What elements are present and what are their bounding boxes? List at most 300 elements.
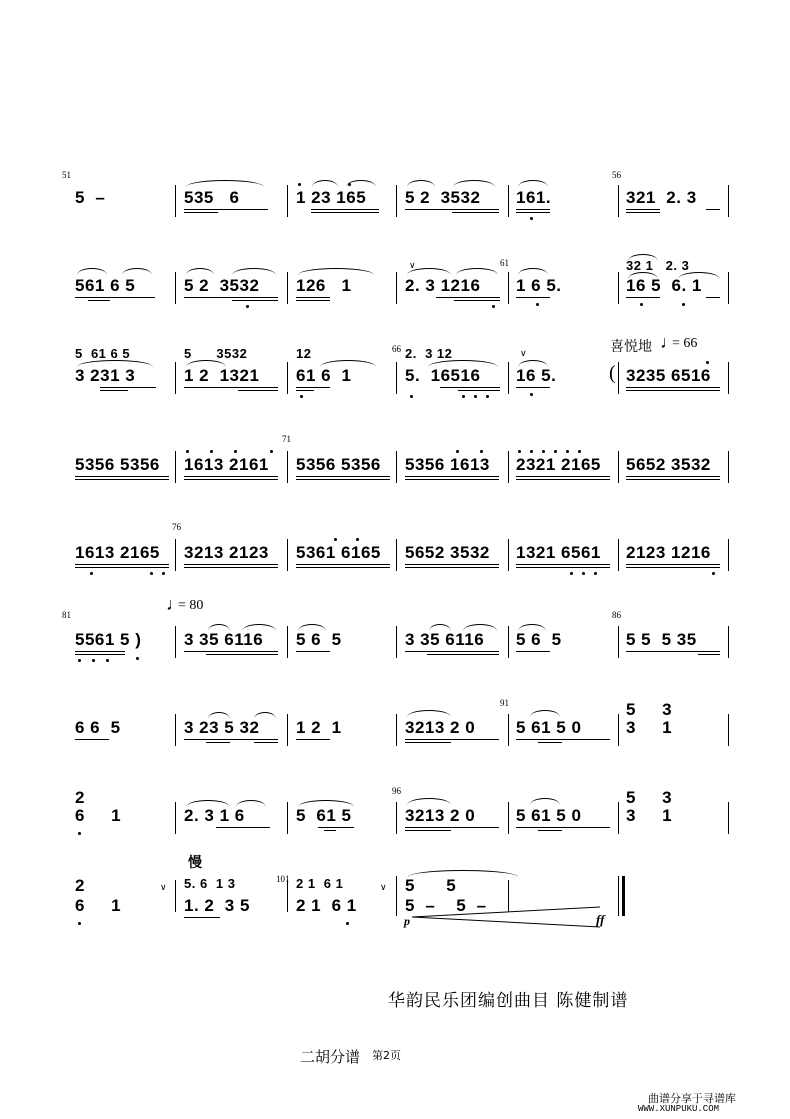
underline	[626, 567, 720, 568]
slur	[186, 268, 214, 275]
underline	[75, 476, 169, 477]
final-barline	[622, 876, 625, 916]
row3-upper-c: 12	[296, 346, 312, 361]
underline	[436, 297, 500, 298]
slur	[298, 624, 326, 631]
barline	[175, 451, 176, 483]
slur	[208, 624, 230, 631]
underline	[538, 742, 562, 743]
slur	[628, 272, 658, 279]
underline	[296, 739, 330, 740]
high-dot	[554, 450, 557, 453]
row5-measure5: 1321 6561	[516, 543, 601, 562]
barline	[618, 876, 619, 916]
underline	[458, 390, 500, 391]
underline	[626, 209, 660, 210]
low-dot	[136, 657, 139, 660]
row4-measure6: 5652 3532	[626, 455, 711, 474]
row8-upper-a: 2	[75, 788, 85, 807]
row8-measure6: 3 1	[626, 806, 673, 825]
row9-upper-a: 2	[75, 876, 85, 895]
high-dot	[234, 450, 237, 453]
underline	[216, 827, 270, 828]
row2-upper-voice: 32 1 2. 3	[626, 258, 690, 273]
underline	[626, 651, 720, 652]
dynamic-p: p	[404, 914, 410, 928]
underline	[206, 742, 230, 743]
underline	[626, 476, 720, 477]
underline	[75, 297, 155, 298]
row7-measure3: 1 2 1	[296, 718, 342, 737]
high-dot	[334, 538, 337, 541]
tempo-text-xiyuedi: 喜悦地	[610, 339, 652, 355]
underline	[405, 830, 451, 831]
row6-measure4: 3 35 6116	[405, 630, 485, 649]
barline	[287, 539, 288, 571]
low-dot	[78, 922, 81, 925]
underline	[626, 387, 720, 388]
measure-number-71: 71	[282, 434, 291, 444]
underline	[184, 917, 220, 918]
bow-mark: ∨	[160, 882, 167, 892]
slur	[518, 180, 548, 187]
barline	[728, 451, 729, 483]
barline	[508, 362, 509, 394]
slur	[518, 624, 546, 631]
slur	[254, 712, 276, 719]
measure-number-51: 51	[62, 170, 71, 180]
underline	[516, 651, 550, 652]
row5-measure6: 2123 1216	[626, 543, 711, 562]
barline	[618, 714, 619, 746]
high-dot	[518, 450, 521, 453]
underline	[184, 212, 218, 213]
underline	[538, 830, 562, 831]
barline	[287, 362, 288, 394]
footer-title: 二胡分谱	[300, 1048, 361, 1066]
low-dot	[462, 395, 465, 398]
barline	[287, 451, 288, 483]
underline	[427, 654, 499, 655]
slur	[407, 710, 451, 717]
low-dot	[246, 305, 249, 308]
barline	[618, 272, 619, 304]
slur	[186, 360, 226, 367]
barline	[508, 802, 509, 834]
barline	[175, 714, 176, 746]
underline	[100, 387, 156, 388]
barline	[396, 272, 397, 304]
slur	[236, 800, 266, 807]
row9-measure1: 6 1	[75, 896, 122, 915]
barline	[508, 539, 509, 571]
slur	[407, 268, 451, 275]
measure-number-96: 96	[392, 786, 401, 796]
slur	[312, 180, 338, 187]
barline	[396, 876, 397, 916]
row4-measure3: 5356 5356	[296, 455, 381, 474]
row7-upper-voice: 5 3	[626, 700, 673, 719]
underline	[296, 300, 330, 301]
high-dot	[348, 183, 351, 186]
low-dot	[78, 659, 81, 662]
row1-measure4: 5 2 3532	[405, 188, 481, 207]
row3-measure5: 16 5.	[516, 366, 557, 385]
underline	[296, 651, 330, 652]
row4-measure5: 2321 2165	[516, 455, 601, 474]
row8-upper-b: 5 3	[626, 788, 673, 807]
row3-measure3: 61 6 1	[296, 366, 352, 385]
barline	[508, 714, 509, 746]
underline	[706, 209, 720, 210]
barline	[287, 714, 288, 746]
barline	[287, 185, 288, 217]
row7-measure5: 5 61 5 0	[516, 718, 582, 737]
row9-measure3: 2 1 6 1	[296, 896, 357, 915]
measure-number-61: 61	[500, 258, 509, 268]
bow-mark: ∨	[380, 882, 387, 892]
high-dot	[298, 183, 301, 186]
high-dot	[270, 450, 273, 453]
barline	[618, 539, 619, 571]
barline	[508, 626, 509, 658]
underline	[75, 651, 125, 652]
row8-measure2: 2. 3 1 6	[184, 806, 245, 825]
underline	[516, 479, 610, 480]
high-dot	[480, 450, 483, 453]
row6-measure1: 5561 5 )	[75, 630, 142, 649]
high-dot	[456, 450, 459, 453]
footer-page: 第2页	[372, 1049, 401, 1062]
barline	[396, 451, 397, 483]
underline	[516, 297, 550, 298]
row8-measure3: 5 61 5	[296, 806, 352, 825]
underline	[88, 300, 110, 301]
row5-measure3: 5361 6165	[296, 543, 381, 562]
barline	[175, 626, 176, 658]
row1-measure2: 535 6	[184, 188, 240, 207]
underline	[516, 387, 550, 388]
underline	[626, 390, 720, 391]
barline	[618, 626, 619, 658]
barline	[508, 451, 509, 483]
underline	[405, 739, 499, 740]
underline	[184, 564, 278, 565]
row2-measure1: 561 6 5	[75, 276, 136, 295]
underline	[405, 567, 499, 568]
underline	[516, 476, 610, 477]
measure-number-81: 81	[62, 610, 71, 620]
underline	[706, 297, 720, 298]
underline	[206, 654, 278, 655]
row6-measure2: 3 35 6116	[184, 630, 264, 649]
low-dot	[582, 572, 585, 575]
row2-measure3: 126 1	[296, 276, 352, 295]
tempo-value-80: = 80	[178, 598, 204, 613]
slur	[453, 180, 495, 187]
slur	[77, 360, 153, 367]
underline	[238, 390, 278, 391]
underline	[405, 564, 499, 565]
row5-measure1: 1613 2165	[75, 543, 160, 562]
barline	[287, 626, 288, 658]
barline	[508, 272, 509, 304]
high-dot	[356, 538, 359, 541]
underline	[184, 479, 278, 480]
slur	[320, 360, 376, 367]
underline	[311, 212, 379, 213]
row5-measure2: 3213 2123	[184, 543, 269, 562]
row9-upper-b: 5. 6 1 3	[184, 876, 236, 891]
underline	[232, 300, 278, 301]
underline	[516, 567, 610, 568]
dynamic-ff: ff	[596, 912, 605, 927]
underline	[184, 209, 268, 210]
low-dot	[492, 305, 495, 308]
barline	[728, 539, 729, 571]
low-dot	[712, 572, 715, 575]
barline	[175, 362, 176, 394]
low-dot	[536, 303, 539, 306]
underline	[516, 739, 610, 740]
measure-number-56: 56	[612, 170, 621, 180]
slur	[407, 798, 451, 805]
low-dot	[570, 572, 573, 575]
barline	[396, 185, 397, 217]
barline	[728, 362, 729, 394]
row7-measure6: 3 1	[626, 718, 673, 737]
barline	[728, 185, 729, 217]
underline	[516, 827, 610, 828]
barline	[396, 362, 397, 394]
measure-number-76: 76	[172, 522, 181, 532]
watermark-url: WWW.XUNPUKU.COM	[638, 1104, 720, 1114]
row4-measure1: 5356 5356	[75, 455, 160, 474]
row7-measure1: 6 6 5	[75, 718, 121, 737]
slur	[463, 624, 497, 631]
row7-measure2: 3 23 5 32	[184, 718, 260, 737]
slur	[429, 624, 451, 631]
row9-upper-d: 5 5	[405, 876, 457, 895]
underline	[405, 827, 499, 828]
underline	[100, 390, 128, 391]
underline	[311, 209, 379, 210]
underline	[75, 567, 169, 568]
low-dot	[640, 303, 643, 306]
underline	[626, 564, 720, 565]
slur	[208, 712, 230, 719]
underline	[452, 212, 499, 213]
barline	[728, 802, 729, 834]
row2-measure6: 16 5 6. 1	[626, 276, 702, 295]
barline	[618, 362, 619, 394]
underline	[324, 830, 336, 831]
underline	[440, 387, 500, 388]
row9-upper-c: 2 1 6 1	[296, 876, 344, 891]
barline	[175, 880, 176, 912]
low-dot	[300, 395, 303, 398]
row1-measure3: 1 23 165	[296, 188, 367, 207]
row3-measure4: 5. 16516	[405, 366, 481, 385]
slur	[242, 624, 276, 631]
barline	[508, 185, 509, 217]
low-dot	[78, 832, 81, 835]
barline	[287, 272, 288, 304]
slur	[530, 798, 560, 805]
high-dot	[578, 450, 581, 453]
underline	[75, 654, 125, 655]
underline	[184, 387, 278, 388]
barline	[175, 272, 176, 304]
row7-measure4: 3213 2 0	[405, 718, 476, 737]
row3-measure6: 3235 6516	[626, 366, 711, 385]
underline	[626, 479, 720, 480]
underline	[698, 654, 720, 655]
quarter-note-icon: ♩	[660, 332, 678, 352]
barline	[287, 802, 288, 834]
underline	[405, 476, 499, 477]
tempo-value-66: = 66	[672, 336, 698, 351]
bow-mark: ∨	[409, 260, 416, 270]
barline	[396, 714, 397, 746]
measure-number-101: 101	[276, 874, 290, 884]
underline	[516, 209, 550, 210]
underline	[405, 651, 499, 652]
row9-measure4: 5 – 5 –	[405, 896, 487, 915]
low-dot	[594, 572, 597, 575]
low-dot	[410, 395, 413, 398]
barline	[175, 185, 176, 217]
high-dot	[706, 361, 709, 364]
credit-text: 华韵民乐团编创曲目 陈健制谱	[388, 991, 629, 1011]
high-dot	[186, 450, 189, 453]
slur	[456, 268, 498, 275]
low-dot	[150, 572, 153, 575]
barline	[175, 539, 176, 571]
barline	[396, 539, 397, 571]
low-dot	[162, 572, 165, 575]
underline	[296, 567, 390, 568]
slur	[678, 272, 720, 279]
barline	[618, 451, 619, 483]
row2-measure5: 1 6 5.	[516, 276, 562, 295]
low-dot	[682, 303, 685, 306]
high-dot	[566, 450, 569, 453]
low-dot	[106, 659, 109, 662]
row2-measure4: 2. 3 1216	[405, 276, 481, 295]
slur	[122, 268, 152, 275]
slur	[298, 800, 354, 807]
slur	[628, 254, 658, 261]
row6-measure6: 5 5 5 35	[626, 630, 697, 649]
slur	[298, 268, 374, 275]
underline	[626, 297, 660, 298]
row8-measure5: 5 61 5 0	[516, 806, 582, 825]
underline	[75, 739, 109, 740]
row9-measure2: 1. 2 3 5	[184, 896, 250, 915]
barline	[618, 185, 619, 217]
low-dot	[346, 922, 349, 925]
row3-measure2: 1 2 1321	[184, 366, 260, 385]
low-dot	[474, 395, 477, 398]
underline	[254, 742, 278, 743]
low-dot	[530, 217, 533, 220]
bow-mark: ∨	[520, 348, 527, 358]
row2-measure2: 5 2 3532	[184, 276, 260, 295]
underline	[296, 387, 330, 388]
open-paren: (	[609, 362, 616, 384]
row3-measure1: 3 231 3	[75, 366, 136, 385]
low-dot	[530, 393, 533, 396]
slur	[530, 710, 560, 717]
row1-measure6: 321 2. 3	[626, 188, 697, 207]
underline	[405, 479, 499, 480]
underline	[318, 827, 354, 828]
barline	[175, 802, 176, 834]
high-dot	[542, 450, 545, 453]
tie	[408, 870, 518, 877]
watermark-logo-text: 曲谱分享于寻谱库	[648, 1092, 736, 1105]
underline	[75, 564, 169, 565]
underline	[516, 212, 550, 213]
high-dot	[530, 450, 533, 453]
underline	[454, 300, 500, 301]
crescendo-hairpin	[412, 905, 605, 929]
row4-measure2: 1613 2161	[184, 455, 269, 474]
high-dot	[210, 450, 213, 453]
underline	[184, 476, 278, 477]
low-dot	[486, 395, 489, 398]
barline	[728, 626, 729, 658]
row3-upper-b: 5 3532	[184, 346, 248, 361]
underline	[75, 479, 169, 480]
barline	[396, 626, 397, 658]
row3-upper-a: 5 61 6 5	[75, 346, 131, 361]
barline	[618, 802, 619, 834]
row1-measure1: 5 –	[75, 188, 106, 207]
barline	[728, 272, 729, 304]
slur	[518, 360, 548, 367]
underline	[516, 564, 610, 565]
row5-measure4: 5652 3532	[405, 543, 490, 562]
underline	[296, 390, 314, 391]
low-dot	[92, 659, 95, 662]
underline	[184, 297, 278, 298]
underline	[296, 564, 390, 565]
measure-number-86: 86	[612, 610, 621, 620]
slur	[407, 180, 435, 187]
low-dot	[90, 572, 93, 575]
slur	[77, 268, 107, 275]
underline	[184, 567, 278, 568]
slur	[232, 268, 276, 275]
row3-upper-d: 2. 3 12	[405, 346, 453, 361]
row8-measure4: 3213 2 0	[405, 806, 476, 825]
underline	[405, 209, 499, 210]
barline	[287, 880, 288, 912]
slur	[518, 268, 548, 275]
row8-measure1: 6 1	[75, 806, 122, 825]
row6-measure3: 5 6 5	[296, 630, 342, 649]
underline	[296, 479, 390, 480]
slur	[428, 360, 498, 367]
row1-measure5: 161.	[516, 188, 552, 207]
underline	[184, 739, 278, 740]
row4-measure4: 5356 1613	[405, 455, 490, 474]
underline	[296, 297, 330, 298]
quarter-note-icon: ♩	[166, 594, 184, 614]
measure-number-66: 66	[392, 344, 401, 354]
